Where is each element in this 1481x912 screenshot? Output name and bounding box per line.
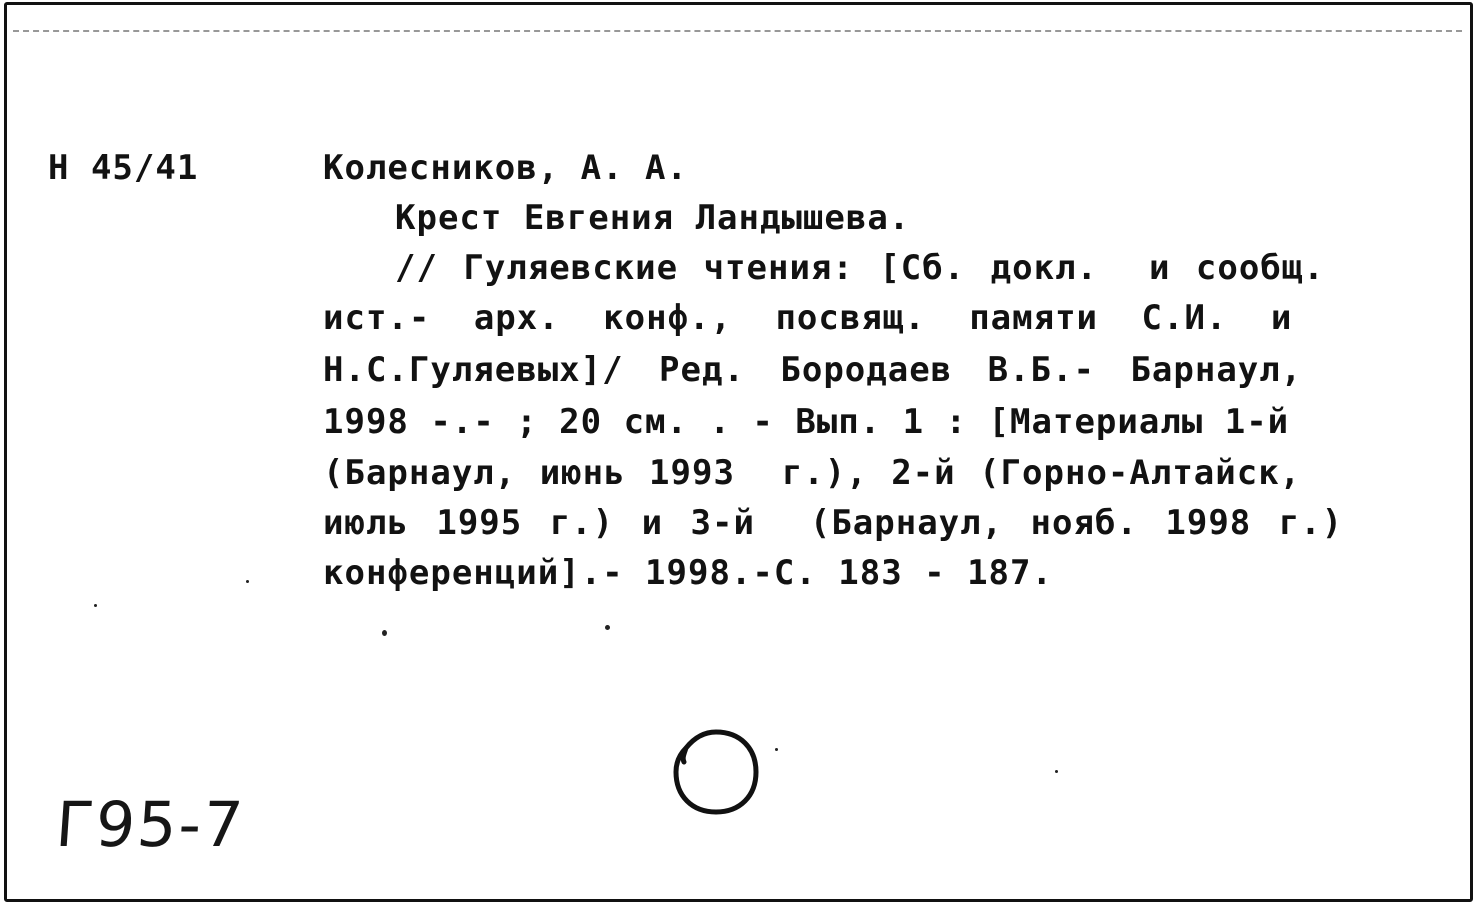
handwritten-code: Г95-7 xyxy=(53,788,248,861)
author-heading: Колесников, А. А. xyxy=(323,148,688,188)
description-line: // Гуляевские чтения: [Сб. докл. и сообщ. xyxy=(395,248,1325,288)
description-line: конференций].- 1998.-С. 183 - 187. xyxy=(323,553,1053,593)
title-line: Крест Евгения Ландышева. xyxy=(395,198,911,238)
speck xyxy=(605,625,610,630)
top-dashed-rule xyxy=(13,30,1462,32)
description-line: Н.С.Гуляевых]/ Ред. Бородаев В.Б.- Барнаул, xyxy=(323,350,1303,390)
description-line: 1998 -.- ; 20 см. . - Вып. 1 : [Материалы 1-й xyxy=(323,402,1290,442)
speck xyxy=(246,580,249,583)
shelf-mark: Н 45/41 xyxy=(48,148,199,188)
speck xyxy=(1055,770,1058,773)
speck xyxy=(775,748,778,751)
speck xyxy=(94,604,97,607)
punch-hole-icon xyxy=(672,728,760,816)
description-line: июль 1995 г.) и 3-й (Барнаул, нояб. 1998 г.) xyxy=(323,503,1344,543)
description-line: ист.- арх. конф., посвящ. памяти С.И. и xyxy=(323,298,1293,338)
speck xyxy=(382,630,387,636)
description-line: (Барнаул, июнь 1993 г.), 2-й (Горно-Алтайск, xyxy=(323,453,1302,493)
